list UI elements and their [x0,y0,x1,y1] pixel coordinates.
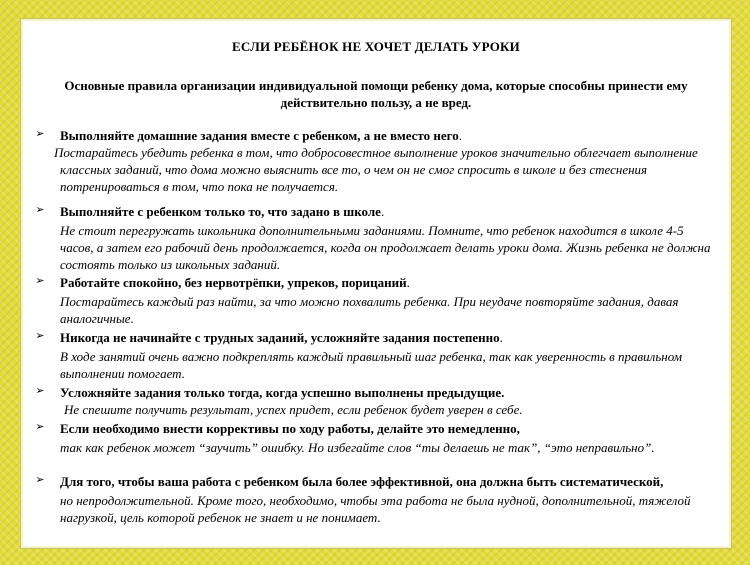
page-subtitle: Основные правила организации индивидуальной помощи ребенку дома, которые способны принести ему действительно пользу, а не вред. [64,78,688,110]
list-item [21,473,731,543]
rule-heading: Никогда не начинайте с трудных заданий, усложняйте задания постепенно. [60,330,503,345]
arrow-bullet-icon: ➢ [35,127,45,140]
arrow-bullet-icon: ➢ [35,274,45,287]
rule-description: Не спешите получить результат, успех придет, если ребенок будет уверен в себе. [64,402,523,417]
document-page [20,18,732,549]
rule-description: Не стоит перегружать школьника дополнительными заданиями. Помните, что ребенок находится в школе 4-5 часов, а затем его рабочий день продолжается, когда он продолжает делать уроки дома. Жизнь ребенка не должна состоять только из школьных заданий. [60,223,711,272]
rule-heading: Для того, чтобы ваша работа с ребенком была более эффективной, она должна быть систематической, [60,474,664,489]
arrow-bullet-icon: ➢ [35,384,45,397]
rule-heading: Если необходимо внести коррективы по ходу работы, делайте это немедленно, [60,421,520,436]
rule-heading: Выполняйте домашние задания вместе с ребенком, а не вместо него. [60,128,462,143]
list-item [21,329,731,384]
list-item [21,127,731,203]
rule-description: так как ребенок может “заучить” ошибку. Но избегайте слов “ты делаешь не так”, “это неправильно”. [60,440,655,455]
list-item [21,420,731,473]
rule-description: Постарайтесь каждый раз найти, за что можно похвалить ребенка. При неудаче повторяйте задания, давая аналогичные. [60,294,679,326]
list-item [21,274,731,329]
page-title: ЕСЛИ РЕБЁНОК НЕ ХОЧЕТ ДЕЛАТЬ УРОКИ [232,39,520,54]
rules-list [21,127,731,543]
rule-heading: Выполняйте с ребенком только то, что задано в школе. [60,204,385,219]
rule-description: Постарайтесь убедить ребенка в том, что добросовестное выполнение уроков значительно облегчает выполнение классных заданий, что дома можно выяснить все то, о чем он не смог спросить в школе и без стеснения потренироваться в том, что пока не получается. [54,145,698,194]
list-item [21,203,731,274]
rule-description: но непродолжительной. Кроме того, необходимо, чтобы эта работа не была нудной, дополнительной, тяжелой нагрузкой, цель которой ребенок не знает и не понимает. [60,493,691,525]
rule-heading: Работайте спокойно, без нервотрёпки, упреков, порицаний. [60,275,410,290]
arrow-bullet-icon: ➢ [35,420,45,433]
rule-description: В ходе занятий очень важно подкреплять каждый правильный шаг ребенка, так как уверенность в правильном выполнении помогает. [60,349,683,381]
rule-heading: Усложняйте задания только тогда, когда успешно выполнены предыдущие. [60,385,505,400]
arrow-bullet-icon: ➢ [35,203,45,216]
arrow-bullet-icon: ➢ [35,473,45,486]
list-item [21,384,731,420]
arrow-bullet-icon: ➢ [35,329,45,342]
